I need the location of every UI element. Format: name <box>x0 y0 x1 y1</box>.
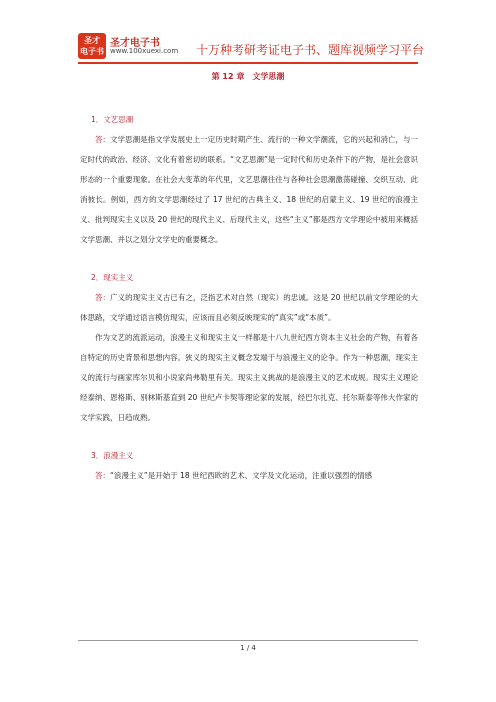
paragraph-text: 文学思潮是指文学发展史上一定历史时期产生、流行的一种文学潮流，它的兴起和消亡，与一定时代的政治、经济、文化有着密切的联系。“文艺思潮”是一定时代和历史条件下的产物，是社会意识形态的一个重要现象。在社会大变革的年代里，文艺思潮往往与各种社会思潮激荡碰撞、交织互动、此消彼长。例如，西方的文学思潮经过了 17 世纪的古典主义、18 世纪的启蒙主义、19 世纪的浪漫主义、批判现实主义以及 20 世纪的现代主义、后现代主义，这些“主义”都是西方文学理论中被用来概括文学思潮、并以之划分文学史的重要概念。 <box>80 135 419 244</box>
document-body <box>80 110 418 486</box>
logo-line2: 电子书 <box>80 47 104 56</box>
logo-url: www.100xuexi.com <box>110 47 179 55</box>
logo <box>78 33 182 59</box>
paragraph <box>80 288 418 328</box>
paragraph-text: 作为文艺的流派运动，浪漫主义和现实主义一样都是十八九世纪西方资本主义社会的产物，有着各自特定的历史背景和思想内容。狭义的现实主义概念发端于与浪漫主义的论争。作为一种思潮，现实主义的流行与画家库尔贝和小说家尚弗勒里有关。现实主义挑战的是浪漫主义的艺术成规。现实主义理论经泰纳、恩格斯、别林斯基直到 20 世纪卢卡契等理论家的发展，经巴尔扎克、托尔斯泰等伟大作家的文学实践，日趋成熟。 <box>80 333 418 422</box>
paragraph <box>80 328 418 428</box>
section-heading: 3．浪漫主义 <box>91 451 134 460</box>
chapter-title: 第 12 章 文学思潮 <box>211 72 285 81</box>
paragraph-text: 广义的现实主义古已有之，泛指艺术对自然（现实）的忠诚。这是 20 世纪以前文学理论的大体思路，文学通过语言模仿现实，应该而且必须反映现实的“真实”或“本质”。 <box>80 293 419 322</box>
answer-lead: 答： <box>95 135 111 144</box>
logo-line1: 圣才 <box>84 36 100 45</box>
page-header <box>0 0 496 62</box>
paragraph <box>80 466 418 486</box>
paragraph <box>80 130 418 250</box>
page-number: 1 / 4 <box>240 644 256 652</box>
section-heading: 1．文艺思潮 <box>91 115 134 124</box>
logo-badge <box>78 33 106 59</box>
answer-lead: 答： <box>95 471 110 480</box>
footer-rule <box>78 640 418 641</box>
answer-lead: 答： <box>95 293 111 302</box>
header-rule <box>78 62 418 64</box>
section-heading: 2．现实主义 <box>91 273 134 282</box>
logo-name: 圣才电子书 <box>110 38 160 49</box>
paragraph-text: “浪漫主义”是开始于 18 世纪西欧的艺术、文学及文化运动，注重以强烈的情感 <box>110 471 373 480</box>
header-tagline: 十万种考研考证电子书、题库视频学习平台 <box>196 43 425 57</box>
